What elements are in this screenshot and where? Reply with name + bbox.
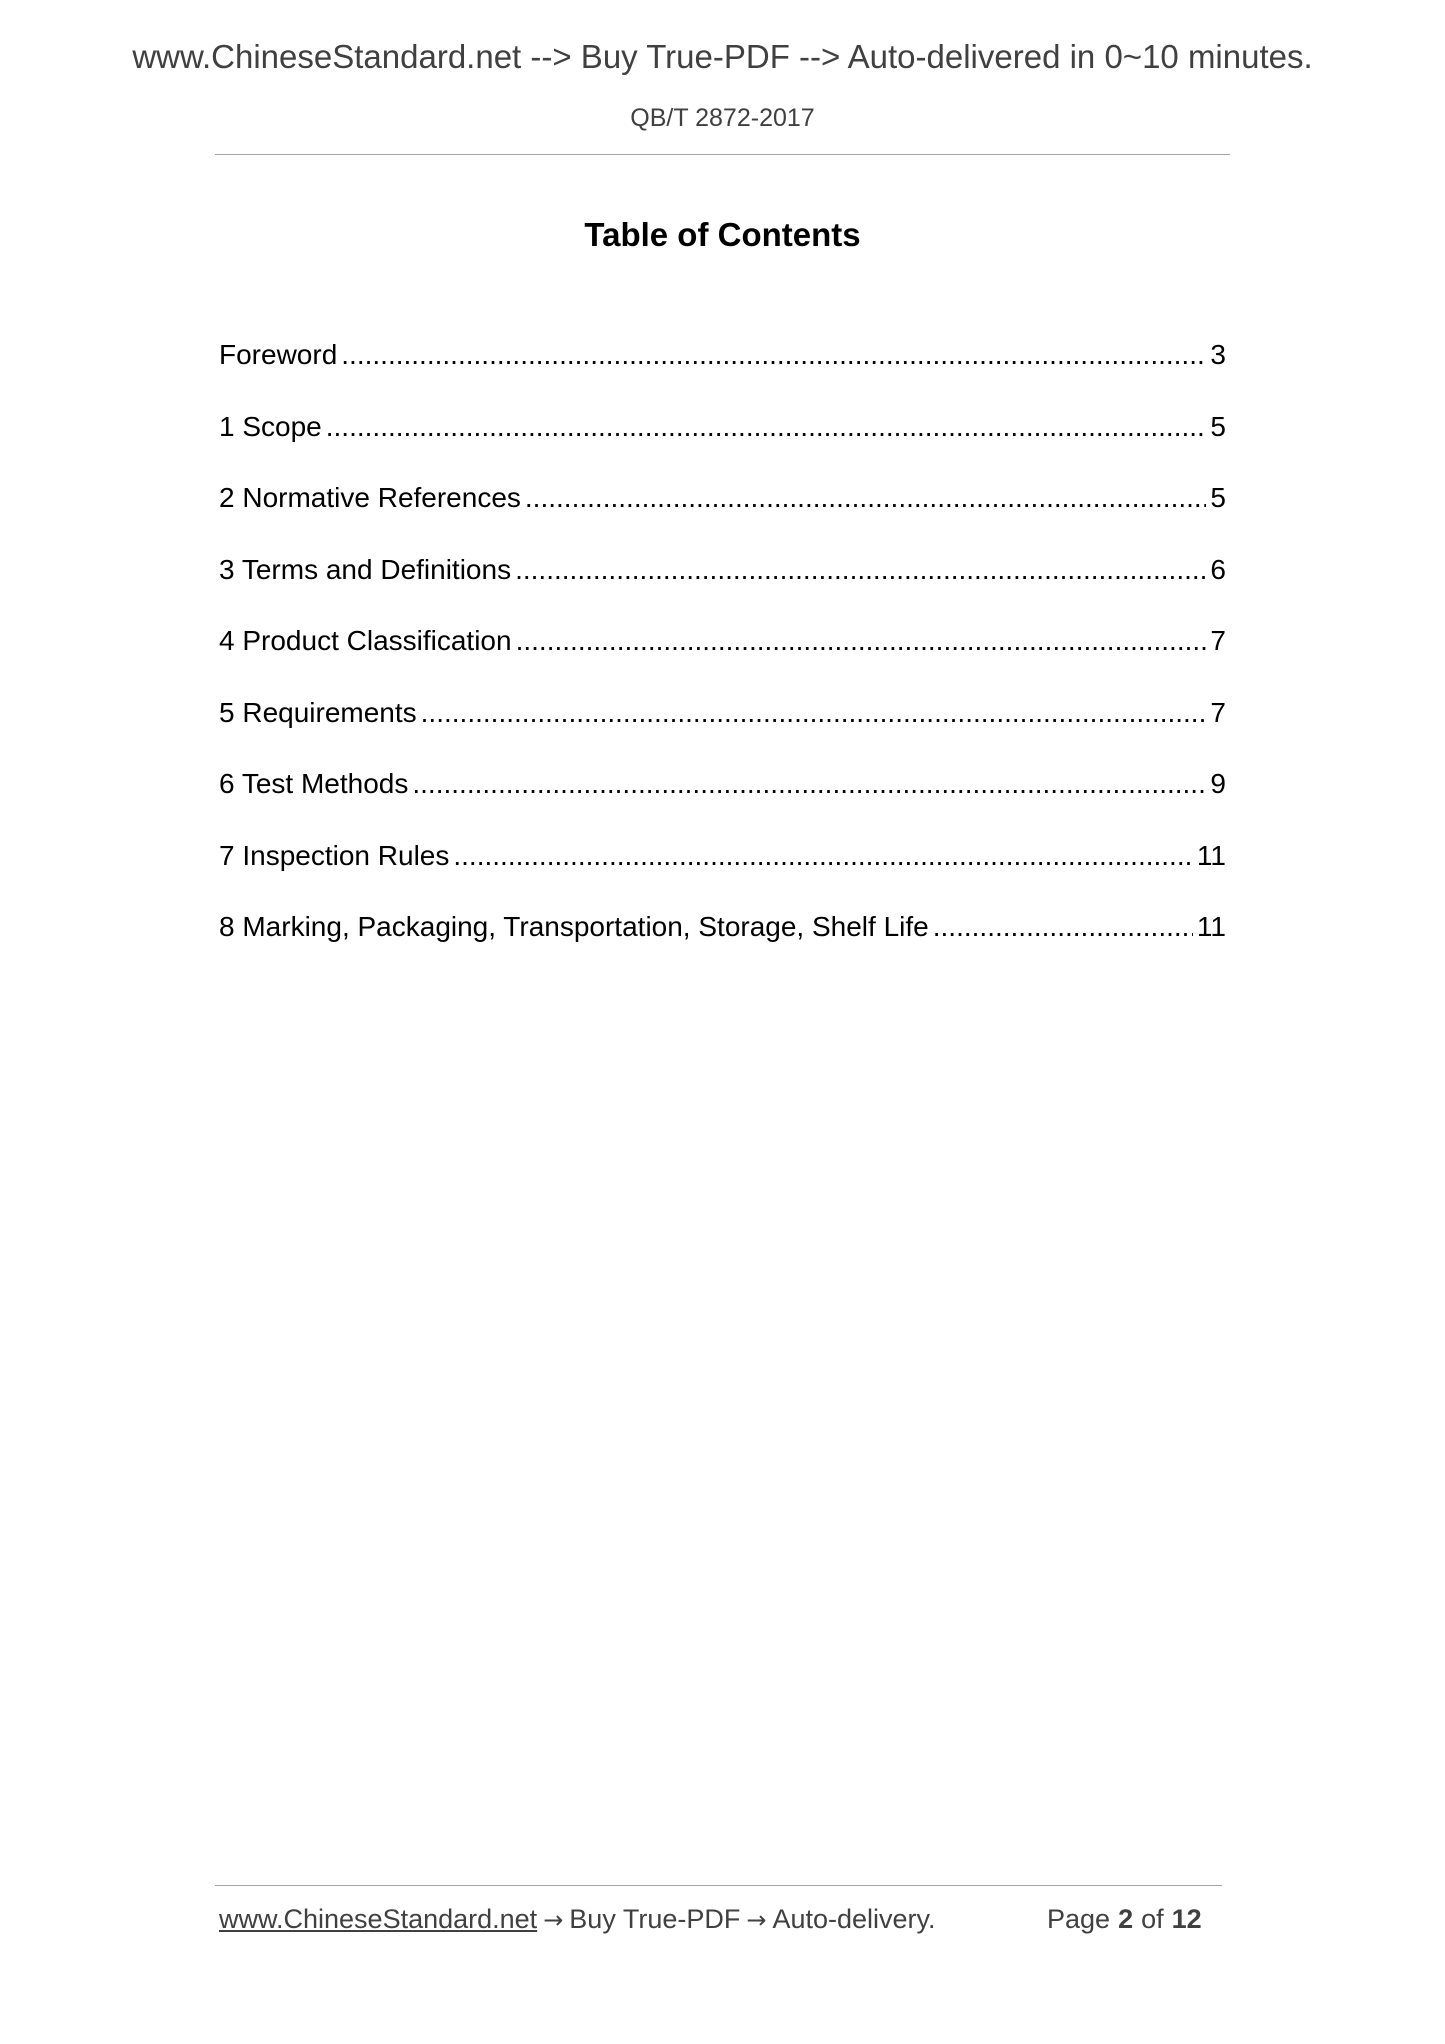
toc-entry-label: 4 Product Classification [219,625,512,656]
page-indicator [1047,1904,1210,1935]
toc-dot-leader [516,619,1207,663]
toc-entry-page: 11 [1196,839,1226,871]
toc-entry-terms-and-definitions[interactable] [219,548,1226,620]
toc-dot-leader [341,333,1206,377]
toc-dot-leader [453,834,1193,878]
toc-entry-label: 3 Terms and Definitions [219,553,512,585]
toc-title: Table of Contents [584,216,861,253]
toc-entry-foreword[interactable] [219,333,1226,405]
toc-entry-page: 7 [1210,625,1226,656]
toc-entry-page: 7 [1210,696,1226,728]
toc-dot-leader [421,691,1207,735]
footer-promo [219,1904,936,1935]
toc-entry-label: 2 Normative References [219,482,521,513]
toc-dot-leader [933,905,1193,949]
footer-divider [215,1885,1222,1886]
right-arrow-icon: → [543,1906,564,1934]
page-word: Page [1047,1904,1111,1934]
toc-entry-label: Foreword [219,339,338,370]
toc-dot-leader [412,762,1206,806]
toc-entry-test-methods[interactable] [219,762,1226,834]
header-divider [215,154,1230,155]
toc-entry-page: 3 [1210,339,1226,370]
toc-entry-label: 5 Requirements [219,696,417,728]
toc-entry-page: 11 [1196,911,1226,942]
toc-entry-label: 8 Marking, Packaging, Transportation, Storage, Shelf Life [219,911,929,942]
toc-entry-label: 1 Scope [219,410,322,442]
toc-entry-page: 9 [1210,768,1226,799]
toc-dot-leader [515,548,1206,592]
toc-dot-leader [525,476,1207,520]
toc-entry-normative-references[interactable] [219,476,1226,548]
footer-delivery-text: Auto-delivery. [772,1904,936,1934]
toc-entry-label: 7 Inspection Rules [219,839,450,871]
footer-site-link[interactable]: www.ChineseStandard.net [219,1904,538,1934]
of-word: of [1141,1904,1164,1934]
table-of-contents [219,333,1226,977]
current-page-number: 2 [1118,1904,1134,1934]
footer-buy-text: Buy True-PDF [569,1904,741,1934]
toc-entry-page: 6 [1210,553,1226,585]
header-banner: www.ChineseStandard.net --> Buy True-PDF --> Auto-delivered in 0~10 minutes. [132,38,1313,75]
document-code: QB/T 2872-2017 [630,104,815,132]
toc-entry-scope[interactable] [219,405,1226,477]
toc-entry-page: 5 [1210,482,1226,513]
toc-entry-product-classification[interactable] [219,619,1226,691]
toc-entry-inspection-rules[interactable] [219,834,1226,906]
toc-entry-page: 5 [1210,410,1226,442]
toc-dot-leader [326,405,1207,449]
toc-entry-label: 6 Test Methods [219,768,409,799]
toc-entry-requirements[interactable] [219,691,1226,763]
right-arrow-icon: → [746,1906,767,1934]
toc-entry-marking-packaging[interactable] [219,905,1226,977]
total-page-count: 12 [1171,1904,1202,1934]
